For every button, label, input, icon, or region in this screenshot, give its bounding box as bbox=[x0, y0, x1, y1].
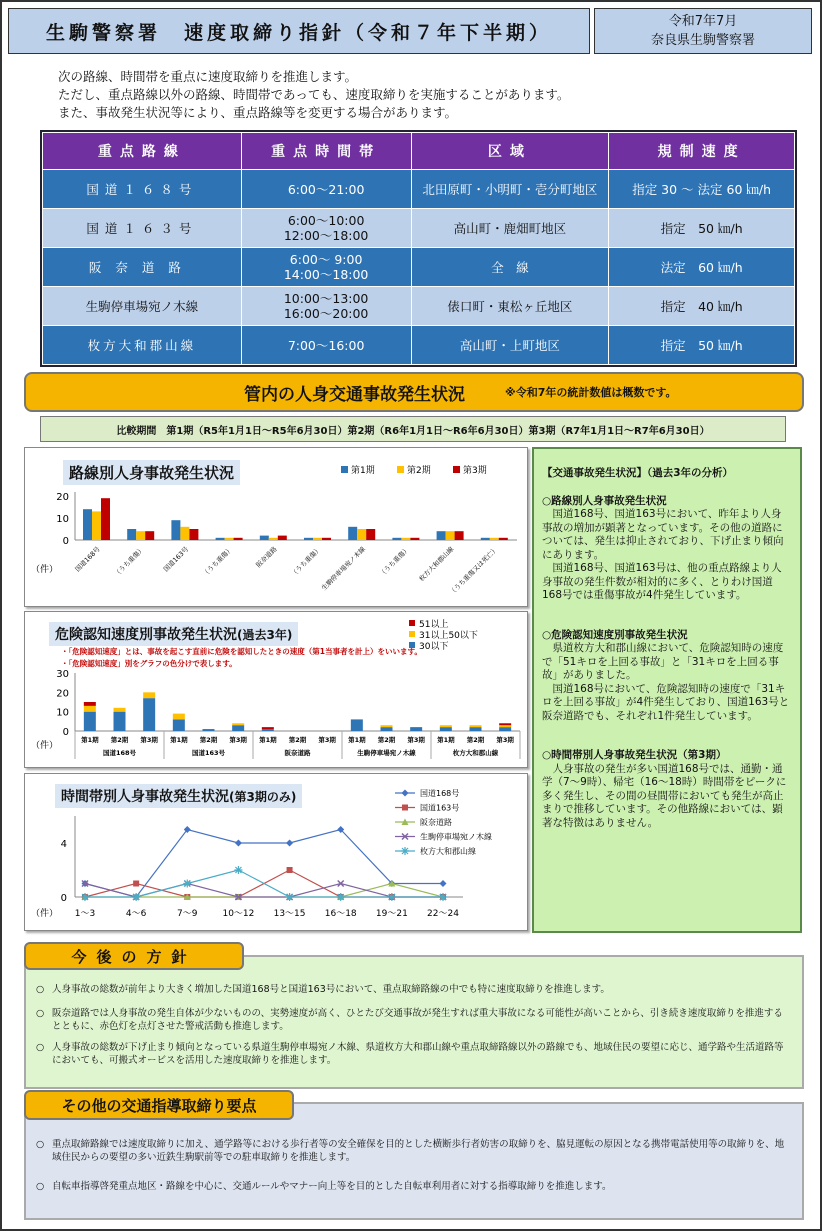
intro-line: 次の路線、時間帯を重点に速度取締りを推進します。 bbox=[58, 69, 358, 84]
bar-segment bbox=[173, 714, 185, 720]
x-tick-label: 13〜15 bbox=[273, 909, 306, 919]
bar-segment bbox=[114, 708, 126, 712]
legend-label: 31以上50以下 bbox=[419, 631, 478, 641]
bar-segment bbox=[440, 725, 452, 727]
x-tick-label: 国道163号 bbox=[161, 545, 191, 574]
bar bbox=[392, 538, 401, 540]
x-tick-label: 第2期 bbox=[466, 736, 485, 744]
analysis-heading: 【交通事故発生状況】（過去3年の分析） bbox=[542, 467, 734, 479]
bar bbox=[481, 538, 490, 540]
cell-route: 枚方大和郡山線 bbox=[43, 326, 242, 365]
chart-route-accidents bbox=[24, 447, 528, 607]
x-tick-label: （うち重傷又は死亡） bbox=[447, 545, 500, 597]
x-tick-label: 第2期 bbox=[288, 736, 307, 744]
other-item-text: 重点取締路線では速度取締りに加え、通学路等における歩行者等の安全確保を目的とした横断歩行者妨害の取締りを、脇見運転の原因となる携帯電話使用等の取締りを、地域住民からの要望の多い近鉄生駒駅前等での駐車取締りを推進します。 bbox=[52, 1139, 785, 1163]
x-tick-label: 1〜3 bbox=[74, 909, 96, 919]
header-org: 奈良県生駒警察署 bbox=[650, 33, 755, 48]
table-row bbox=[43, 209, 795, 248]
cell-time: 6:00〜10:00 12:00〜18:00 bbox=[241, 209, 411, 248]
group-label: 枚方大和郡山線 bbox=[452, 749, 499, 757]
data-point bbox=[439, 893, 447, 901]
data-point bbox=[440, 880, 447, 887]
cell-time: 7:00〜16:00 bbox=[241, 326, 411, 365]
x-tick-label: 19〜21 bbox=[375, 909, 408, 919]
legend-label: 第2期 bbox=[407, 466, 431, 476]
y-tick-label: 0 bbox=[62, 536, 69, 547]
bar bbox=[357, 529, 366, 540]
x-tick-label: 16〜18 bbox=[324, 909, 357, 919]
analysis-text: 県道枚方大和郡山線において、危険認知時の速度で「51キロを上回る事故」と「31キロを上回る事故」がありました。 bbox=[542, 642, 784, 681]
cell-speed: 指定 50 ㎞/h bbox=[609, 326, 795, 365]
cell-route: 国道１６８号 bbox=[43, 170, 242, 209]
group-label: 生駒停車場宛ノ木線 bbox=[357, 749, 416, 757]
cell-area: 高山町・鹿畑町地区 bbox=[411, 209, 609, 248]
circle-bullet-icon: ○ bbox=[36, 984, 45, 995]
bar-segment bbox=[381, 727, 393, 731]
y-tick-label: 20 bbox=[56, 688, 69, 700]
bar bbox=[401, 538, 410, 540]
legend-swatch bbox=[341, 466, 348, 473]
x-tick-label: 第3期 bbox=[229, 736, 247, 744]
bar-segment bbox=[173, 719, 185, 731]
cell-area: 北田原町・小明町・壱分町地区 bbox=[411, 170, 609, 209]
x-tick-label: 第3期 bbox=[318, 736, 336, 744]
x-tick-label: 第1期 bbox=[348, 736, 366, 744]
group-label: 阪奈道路 bbox=[284, 749, 311, 757]
other-title: その他の交通指導取締り要点 bbox=[24, 1090, 294, 1120]
x-tick-label: （うち重傷） bbox=[112, 545, 147, 579]
y-tick-label: 30 bbox=[56, 669, 69, 680]
bar-segment bbox=[499, 727, 511, 731]
legend-label: 51以上 bbox=[419, 620, 449, 630]
policy-section bbox=[24, 955, 804, 1089]
bar-segment bbox=[84, 712, 96, 731]
chart2-title-main: 危険認知速度別事故発生状況 bbox=[55, 627, 237, 643]
col-header-time: 重点時間帯 bbox=[241, 133, 411, 170]
bar bbox=[304, 538, 313, 540]
bar bbox=[127, 529, 136, 540]
data-point bbox=[287, 867, 293, 873]
bar-segment bbox=[114, 712, 126, 731]
bar-segment bbox=[499, 725, 511, 727]
accident-banner-note: ※令和7年の統計数値は概数です。 bbox=[505, 386, 677, 399]
bar bbox=[366, 529, 375, 540]
bar-segment bbox=[381, 725, 393, 727]
analysis-text: 国道168号、国道163号は、他の重点路線より人身事故の発生件数が相対的に多く、とりわけ国道168号では重傷事故が4件発生しています。 bbox=[542, 562, 782, 601]
group-label: 国道163号 bbox=[191, 749, 226, 757]
bar-segment bbox=[410, 727, 422, 731]
bar-segment bbox=[203, 729, 215, 731]
accident-banner-title: 管内の人身交通事故発生状況 bbox=[244, 384, 465, 405]
y-tick-label: 10 bbox=[56, 514, 69, 525]
bar bbox=[322, 538, 331, 540]
x-tick-label: （うち重傷） bbox=[377, 545, 412, 579]
intro-line: ただし、重点路線以外の路線、時間帯であっても、速度取締りを実施することがあります。 bbox=[58, 87, 570, 102]
bar bbox=[180, 527, 189, 540]
cell-area: 高山町・上町地区 bbox=[411, 326, 609, 365]
chart-speed-accidents bbox=[24, 611, 528, 768]
legend-label: 阪奈道路 bbox=[420, 818, 452, 827]
cell-speed: 指定 50 ㎞/h bbox=[609, 209, 795, 248]
chart2-title bbox=[49, 622, 298, 646]
bar-segment bbox=[143, 692, 155, 698]
x-tick-label: 枚方大和郡山線 bbox=[417, 545, 456, 583]
chart3-title-suffix: (第3期のみ) bbox=[229, 790, 297, 804]
table-row bbox=[43, 326, 795, 365]
legend-marker bbox=[402, 790, 409, 797]
intro-text bbox=[58, 68, 569, 122]
y-axis-label: （件） bbox=[31, 909, 59, 919]
bar bbox=[92, 511, 101, 540]
x-tick-label: 第1期 bbox=[259, 736, 277, 744]
bar bbox=[216, 538, 225, 540]
chart2-note: ・「危険認知速度」とは、事故を起こす直前に危険を認知したときの速度（第1当事者を計上）をいいます。 bbox=[61, 647, 422, 656]
chart2-note: ・「危険認知速度」別をグラフの色分けで表します。 bbox=[61, 659, 237, 668]
col-header-area: 区域 bbox=[411, 133, 609, 170]
x-tick-label: 第3期 bbox=[496, 736, 514, 744]
cell-route: 阪奈道路 bbox=[43, 248, 242, 287]
chart2-notes bbox=[61, 646, 422, 670]
other-item bbox=[36, 1180, 788, 1193]
comparison-period: 比較期間 第1期（R5年1月1日〜R5年6月30日）第2期（R6年1月1日〜R6年6月30日）第3期（R7年1月1日〜R7年6月30日） bbox=[40, 416, 786, 442]
x-tick-label: 10〜12 bbox=[222, 909, 255, 919]
circle-bullet-icon: ○ bbox=[36, 1139, 45, 1150]
data-point bbox=[234, 866, 242, 874]
bar-segment bbox=[262, 727, 274, 729]
x-tick-label: 第2期 bbox=[110, 736, 129, 744]
bar bbox=[348, 527, 357, 540]
cell-route: 国道１６３号 bbox=[43, 209, 242, 248]
circle-bullet-icon: ○ bbox=[36, 1181, 45, 1192]
bar-segment bbox=[440, 727, 452, 731]
col-header-route: 重点路線 bbox=[43, 133, 242, 170]
other-item bbox=[36, 1138, 788, 1164]
bar-segment bbox=[143, 698, 155, 731]
x-tick-label: 国道168号 bbox=[73, 545, 102, 574]
bar bbox=[278, 536, 287, 540]
bar bbox=[490, 538, 499, 540]
col-header-speed: 規制速度 bbox=[609, 133, 795, 170]
x-tick-label: 第1期 bbox=[437, 736, 455, 744]
analysis-section-title: ○時間帯別人身事故発生状況（第3期） bbox=[542, 749, 727, 761]
legend-label: 国道168号 bbox=[420, 789, 460, 798]
cell-speed: 法定 60 ㎞/h bbox=[609, 248, 795, 287]
data-point bbox=[132, 893, 140, 901]
x-tick-label: 7〜9 bbox=[177, 909, 198, 919]
x-tick-label: 生駒停車場宛ノ木線 bbox=[319, 545, 368, 593]
data-point bbox=[235, 840, 242, 847]
policy-item bbox=[36, 1007, 788, 1033]
analysis-text: 国道168号、国道163号において、昨年より人身事故の増加が顕著となっています。その他の道路については、発生は抑止されており、下げ止まり傾向にあります。 bbox=[542, 508, 784, 561]
legend-label: 生駒停車場宛ノ木線 bbox=[420, 832, 492, 842]
cell-route: 生駒停車場宛ノ木線 bbox=[43, 287, 242, 326]
bar bbox=[313, 538, 322, 540]
data-point bbox=[81, 893, 89, 901]
bar bbox=[189, 529, 198, 540]
route-table-header bbox=[43, 133, 795, 170]
cell-time: 6:00〜 9:00 14:00〜18:00 bbox=[241, 248, 411, 287]
bar-segment bbox=[262, 729, 274, 731]
x-tick-label: 4〜6 bbox=[125, 909, 147, 919]
bar bbox=[437, 531, 446, 540]
bar-segment bbox=[470, 727, 482, 731]
cell-time: 6:00〜21:00 bbox=[241, 170, 411, 209]
policy-item-text: 人身事故の総数が下げ止まり傾向となっている県道生駒停車場宛ノ木線、県道枚方大和郡山線や重点取締路線以外の路線でも、地域住民の要望に応じ、通学路や生活道路等においても、可搬式オービスを活用した速度取締りを推進します。 bbox=[52, 1042, 784, 1066]
legend-label: 枚方大和郡山線 bbox=[420, 847, 476, 856]
policy-item-text: 阪奈道路では人身事故の発生自体が少ないものの、実勢速度が高く、ひとたび交通事故が発生すれば重大事故になる可能性が高いことから、引き続き速度取締りを推進するとともに、赤色灯を点灯させた警戒活動も推進します。 bbox=[52, 1008, 783, 1032]
x-tick-label: 第1期 bbox=[170, 736, 188, 744]
bar-segment bbox=[232, 725, 244, 731]
y-tick-label: 10 bbox=[56, 707, 69, 719]
accident-banner bbox=[24, 372, 804, 412]
table-row bbox=[43, 287, 795, 326]
y-tick-label: 0 bbox=[62, 727, 69, 738]
bar-segment bbox=[351, 719, 363, 731]
table-row bbox=[43, 170, 795, 209]
bar-segment bbox=[232, 723, 244, 725]
bar bbox=[410, 538, 419, 540]
bar-segment bbox=[84, 706, 96, 712]
analysis-section-title: ○危険認知速度別事故発生状況 bbox=[542, 628, 688, 641]
x-tick-label: 第2期 bbox=[377, 736, 396, 744]
policy-item bbox=[36, 1041, 788, 1067]
x-tick-label: 第2期 bbox=[199, 736, 218, 744]
data-point bbox=[286, 840, 293, 847]
legend-marker bbox=[402, 805, 408, 811]
data-point bbox=[183, 880, 191, 888]
x-tick-label: （うち重傷） bbox=[289, 545, 323, 579]
cell-speed: 指定 30 〜 法定 60 ㎞/h bbox=[609, 170, 795, 209]
header-date: 令和7年7月 bbox=[668, 14, 738, 29]
analysis-text: 国道168号において、危険認知時の速度で「31キロを上回る事故」が4件発生しており、国道163号と阪奈道路でも、それぞれ1件発生しています。 bbox=[542, 682, 790, 722]
bar bbox=[83, 509, 92, 540]
y-tick-label: 4 bbox=[60, 839, 67, 850]
x-tick-label: 第1期 bbox=[81, 736, 99, 744]
data-point bbox=[337, 893, 345, 901]
data-point bbox=[286, 893, 294, 901]
x-tick-label: 22〜24 bbox=[427, 909, 459, 919]
bar-segment bbox=[84, 702, 96, 706]
route-table bbox=[42, 132, 795, 365]
page-title: 生駒警察署 速度取締り指針（令和７年下半期） bbox=[8, 8, 590, 54]
header-meta bbox=[594, 8, 812, 54]
chart1-title: 路線別人身事故発生状況 bbox=[63, 460, 240, 485]
bar bbox=[136, 531, 145, 540]
bar bbox=[171, 520, 180, 540]
x-tick-label: 第3期 bbox=[140, 736, 158, 744]
bar-segment bbox=[470, 725, 482, 727]
other-item-text: 自転車指導啓発重点地区・路線を中心に、交通ルールやマナー向上等を目的とした自転車利用者に対する指導取締りを推進します。 bbox=[52, 1181, 612, 1192]
cell-area: 俵口町・東松ヶ丘地区 bbox=[411, 287, 609, 326]
cell-speed: 指定 40 ㎞/h bbox=[609, 287, 795, 326]
x-tick-label: （うち重傷） bbox=[201, 545, 235, 579]
analysis-panel bbox=[532, 447, 802, 933]
bar bbox=[145, 531, 154, 540]
policy-title: 今後の方針 bbox=[24, 942, 244, 970]
y-tick-label: 20 bbox=[56, 492, 69, 503]
policy-item-text: 人身事故の総数が前年より大きく増加した国道168号と国道163号において、重点取締路線の中でも特に速度取締りを推進します。 bbox=[52, 984, 610, 995]
bar bbox=[101, 498, 110, 540]
legend-swatch bbox=[397, 466, 404, 473]
bar bbox=[260, 536, 269, 540]
bar bbox=[499, 538, 508, 540]
circle-bullet-icon: ○ bbox=[36, 1008, 45, 1019]
y-axis-label: （件） bbox=[31, 565, 59, 575]
cell-area: 全 線 bbox=[411, 248, 609, 287]
y-axis-label: （件） bbox=[31, 741, 59, 751]
chart3-title bbox=[55, 784, 302, 808]
chart2-title-suffix: (過去3年) bbox=[237, 628, 293, 642]
chart3-title-main: 時間帯別人身事故発生状況 bbox=[61, 789, 229, 805]
intro-line: また、事故発生状況等により、重点路線等を変更する場合があります。 bbox=[58, 105, 458, 120]
legend-swatch bbox=[453, 466, 460, 473]
chart-time-accidents bbox=[24, 773, 528, 931]
data-point bbox=[388, 893, 396, 901]
bar-segment bbox=[499, 723, 511, 725]
bar bbox=[446, 531, 455, 540]
legend-label: 第1期 bbox=[351, 466, 375, 476]
analysis-text: 人身事故の発生が多い国道168号では、通勤・通学（7〜9時）、帰宅（16〜18時）時間帯をピークに多く発生し、その間の昼間帯においても発生が高止まりで推移しています。その他路線においては、顕著な特徴はありません。 bbox=[542, 762, 787, 829]
series-line bbox=[85, 830, 443, 898]
table-row bbox=[43, 248, 795, 287]
bar bbox=[269, 538, 278, 540]
y-tick-label: 0 bbox=[60, 893, 67, 904]
data-point bbox=[133, 881, 139, 887]
bar bbox=[455, 531, 464, 540]
group-label: 国道168号 bbox=[102, 749, 137, 757]
bar bbox=[234, 538, 243, 540]
cell-time: 10:00〜13:00 16:00〜20:00 bbox=[241, 287, 411, 326]
circle-bullet-icon: ○ bbox=[36, 1042, 45, 1053]
bar bbox=[225, 538, 234, 540]
legend-label: 30以下 bbox=[419, 642, 449, 652]
policy-item bbox=[36, 983, 788, 996]
legend-swatch bbox=[409, 631, 415, 637]
legend-label: 国道163号 bbox=[420, 803, 460, 813]
x-tick-label: 阪奈道路 bbox=[254, 545, 279, 570]
legend-swatch bbox=[409, 620, 415, 626]
x-tick-label: 第3期 bbox=[407, 736, 425, 744]
analysis-section-title: ○路線別人身事故発生状況 bbox=[542, 494, 667, 507]
legend-label: 第3期 bbox=[463, 466, 487, 476]
legend-marker bbox=[401, 847, 409, 855]
